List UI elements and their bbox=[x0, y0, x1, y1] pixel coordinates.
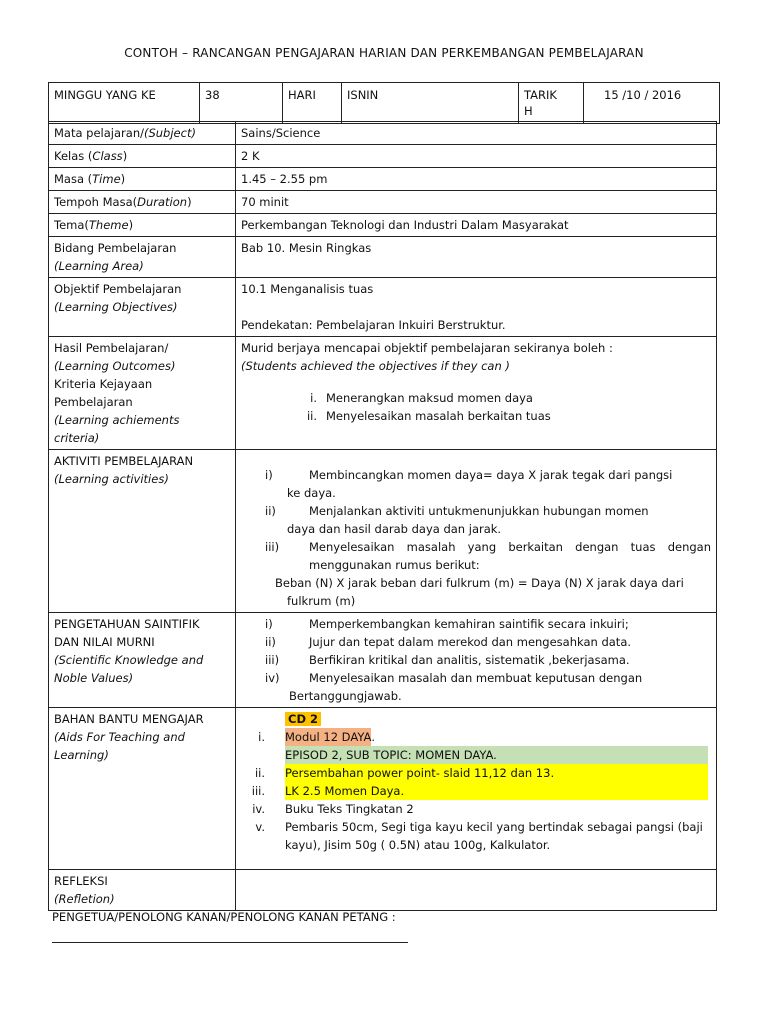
class-label-en: Class bbox=[92, 149, 123, 163]
time-label-text: Masa ( bbox=[54, 172, 93, 186]
activities-value bbox=[236, 450, 717, 613]
episode-label: EPISOD 2, SUB TOPIC: MOMEN DAYA. bbox=[285, 746, 708, 764]
aids-item-text: Modul 12 DAYA bbox=[285, 730, 372, 744]
activities-label-1: AKTIVITI PEMBELAJARAN bbox=[54, 454, 194, 468]
signature-label: PENGETUA/PENOLONG KANAN/PENOLONG KANAN PETANG : bbox=[52, 910, 396, 924]
lesson-plan-table bbox=[48, 121, 717, 911]
row-knowledge bbox=[49, 613, 717, 708]
outcome-item-text: Menerangkan maksud momen daya bbox=[326, 391, 533, 405]
knowledge-item bbox=[241, 669, 711, 687]
aids-item-text: LK 2.5 Momen Daya. bbox=[285, 782, 708, 800]
activity-item-cont: menggunakan rumus berikut: bbox=[309, 558, 480, 572]
knowledge-item-text: Jujur dan tepat dalam merekod dan mengesahkan data. bbox=[309, 635, 632, 649]
class-label-text: Kelas ( bbox=[54, 149, 93, 163]
row-area bbox=[49, 237, 717, 278]
activity-item bbox=[241, 502, 711, 520]
day-value: ISNIN bbox=[342, 83, 519, 124]
objectives-value bbox=[236, 278, 717, 337]
duration-label-text: Tempoh Masa( bbox=[54, 195, 138, 209]
outcomes-label-1: Hasil Pembelajaran/ bbox=[54, 341, 169, 355]
date-label-line2: H bbox=[524, 104, 533, 118]
reflection-label-2: (Refletion) bbox=[54, 892, 115, 906]
area-label-en: (Learning Area) bbox=[54, 259, 144, 273]
knowledge-value bbox=[236, 613, 717, 708]
header-table bbox=[48, 82, 720, 124]
row-objectives bbox=[49, 278, 717, 337]
activity-item-text: Membincangkan momen daya= daya X jarak tegak dari pangsi bbox=[309, 468, 673, 482]
cd-label: CD 2 bbox=[285, 712, 321, 726]
document-title: CONTOH – RANCANGAN PENGAJARAN HARIAN DAN PERKEMBANGAN PEMBELAJARAN bbox=[124, 46, 644, 60]
class-label bbox=[49, 145, 236, 168]
outcomes-label bbox=[49, 337, 236, 450]
day-label: HARI bbox=[283, 83, 342, 124]
aids-item-num: ii. bbox=[254, 766, 265, 780]
knowledge-item-num: i) bbox=[265, 617, 273, 631]
aids-item-cont: kayu), Jisim 50g ( 0.5N) atau 100g, Kalkulator. bbox=[285, 838, 551, 852]
outcome-item-num: ii. bbox=[306, 409, 317, 423]
outcomes-intro-en: (Students achieved the objectives if they can ) bbox=[241, 359, 510, 373]
aids-item-text: Persembahan power point- slaid 11,12 dan 13. bbox=[285, 764, 708, 782]
outcomes-label-4: Pembelajaran bbox=[54, 395, 133, 409]
class-value: 2 K bbox=[236, 145, 717, 168]
row-aids bbox=[49, 708, 717, 870]
date-label-line1: TARIK bbox=[524, 88, 557, 102]
activity-item-cont: daya dan hasil darab daya dan jarak. bbox=[287, 522, 502, 536]
outcomes-label-6: criteria) bbox=[54, 431, 100, 445]
time-label-en: Time bbox=[92, 172, 121, 186]
duration-value: 70 minit bbox=[236, 191, 717, 214]
row-time bbox=[49, 168, 717, 191]
knowledge-label bbox=[49, 613, 236, 708]
outcomes-label-2: (Learning Outcomes) bbox=[54, 359, 176, 373]
row-subject bbox=[49, 122, 717, 145]
time-label-close: ) bbox=[120, 172, 126, 186]
aids-item bbox=[241, 818, 708, 836]
activity-item-text: Menyelesaikan masalah yang berkaitan dengan tuas dengan bbox=[309, 540, 711, 554]
knowledge-item-text: Memperkembangkan kemahiran saintifik secara inkuiri; bbox=[309, 617, 629, 631]
theme-value: Perkembangan Teknologi dan Industri Dalam Masyarakat bbox=[236, 214, 717, 237]
knowledge-item bbox=[241, 633, 711, 651]
signature-line bbox=[52, 942, 408, 943]
knowledge-item bbox=[241, 651, 711, 669]
area-value: Bab 10. Mesin Ringkas bbox=[236, 237, 717, 278]
aids-item bbox=[241, 728, 708, 746]
knowledge-item-num: iii) bbox=[265, 653, 280, 667]
knowledge-item-text: Berfikiran kritikal dan analitis, sistematik ,bekerjasama. bbox=[309, 653, 630, 667]
reflection-label bbox=[49, 870, 236, 911]
date-label bbox=[519, 83, 584, 124]
time-label bbox=[49, 168, 236, 191]
duration-label-en: Duration bbox=[137, 195, 188, 209]
knowledge-item-num: ii) bbox=[265, 635, 276, 649]
aids-label-2: (Aids For Teaching and bbox=[54, 730, 185, 744]
theme-label bbox=[49, 214, 236, 237]
formula-line-2: fulkrum (m) bbox=[287, 594, 356, 608]
aids-label bbox=[49, 708, 236, 870]
area-label-text: Bidang Pembelajaran bbox=[54, 241, 177, 255]
subject-label bbox=[49, 122, 236, 145]
week-value: 38 bbox=[200, 83, 283, 124]
activity-item bbox=[241, 538, 711, 556]
duration-label-close: ) bbox=[187, 195, 192, 209]
row-duration bbox=[49, 191, 717, 214]
outcomes-label-5: (Learning achiements bbox=[54, 413, 180, 427]
reflection-value[interactable] bbox=[236, 870, 717, 911]
activity-item-num: i) bbox=[265, 468, 273, 482]
aids-item bbox=[241, 782, 708, 800]
knowledge-label-1: PENGETAHUAN SAINTIFIK bbox=[54, 617, 200, 631]
aids-label-1: BAHAN BANTU MENGAJAR bbox=[54, 712, 204, 726]
theme-label-en: Theme bbox=[88, 218, 129, 232]
aids-item-dot: . bbox=[371, 730, 375, 744]
aids-item-num: i. bbox=[258, 730, 265, 744]
objectives-label bbox=[49, 278, 236, 337]
theme-label-text: Tema( bbox=[54, 218, 89, 232]
theme-label-close: ) bbox=[128, 218, 134, 232]
week-label: MINGGU YANG KE bbox=[49, 83, 200, 124]
knowledge-item-cont: Bertanggungjawab. bbox=[289, 689, 402, 703]
outcome-item-num: i. bbox=[310, 391, 317, 405]
outcome-item bbox=[241, 389, 711, 407]
row-class bbox=[49, 145, 717, 168]
knowledge-item-num: iv) bbox=[265, 671, 280, 685]
aids-item-text: Buku Teks Tingkatan 2 bbox=[285, 802, 414, 816]
aids-item-text: Pembaris 50cm, Segi tiga kayu kecil yang bertindak sebagai pangsi (baji bbox=[285, 820, 703, 834]
outcomes-intro: Murid berjaya mencapai objektif pembelajaran sekiranya boleh : bbox=[241, 341, 613, 355]
activity-item-num: ii) bbox=[265, 504, 276, 518]
class-label-close: ) bbox=[122, 149, 128, 163]
subject-value: Sains/Science bbox=[236, 122, 717, 145]
subject-label-text: Mata pelajaran/ bbox=[54, 126, 144, 140]
outcome-item bbox=[241, 407, 711, 425]
aids-item-num: iv. bbox=[252, 802, 265, 816]
activities-label bbox=[49, 450, 236, 613]
row-outcomes bbox=[49, 337, 717, 450]
knowledge-item bbox=[241, 615, 711, 633]
activity-item-num: iii) bbox=[265, 540, 280, 554]
activity-item-cont: ke daya. bbox=[287, 486, 336, 500]
reflection-label-1: REFLEKSI bbox=[54, 874, 108, 888]
outcome-item-text: Menyelesaikan masalah berkaitan tuas bbox=[326, 409, 551, 423]
row-theme bbox=[49, 214, 717, 237]
approach-text: Pendekatan: Pembelajaran Inkuiri Berstruktur. bbox=[241, 318, 506, 332]
area-label bbox=[49, 237, 236, 278]
subject-label-en: (Subject) bbox=[143, 126, 196, 140]
outcomes-label-3: Kriteria Kejayaan bbox=[54, 377, 153, 391]
outcomes-value bbox=[236, 337, 717, 450]
knowledge-label-4: Noble Values) bbox=[54, 671, 134, 685]
objectives-label-en: (Learning Objectives) bbox=[54, 300, 178, 314]
knowledge-label-2: DAN NILAI MURNI bbox=[54, 635, 155, 649]
knowledge-item-text: Menyelesaikan masalah dan membuat keputusan dengan bbox=[309, 671, 643, 685]
activity-item bbox=[241, 466, 711, 484]
activities-label-2: (Learning activities) bbox=[54, 472, 169, 486]
aids-item bbox=[241, 764, 708, 782]
row-reflection bbox=[49, 870, 717, 911]
knowledge-label-3: (Scientific Knowledge and bbox=[54, 653, 204, 667]
aids-item bbox=[241, 800, 708, 818]
date-value: 15 /10 / 2016 bbox=[584, 83, 720, 124]
aids-item-num: iii. bbox=[251, 784, 265, 798]
duration-label bbox=[49, 191, 236, 214]
objectives-label-text: Objektif Pembelajaran bbox=[54, 282, 182, 296]
activity-item-text: Menjalankan aktiviti untukmenunjukkan hubungan momen bbox=[309, 504, 649, 518]
aids-label-3: Learning) bbox=[54, 748, 109, 762]
aids-item-num: v. bbox=[255, 820, 265, 834]
time-value: 1.45 – 2.55 pm bbox=[236, 168, 717, 191]
formula-line-1: Beban (N) X jarak beban dari fulkrum (m) = Daya (N) X jarak daya dari bbox=[275, 576, 684, 590]
row-activities bbox=[49, 450, 717, 613]
objective-text: 10.1 Menganalisis tuas bbox=[241, 282, 374, 296]
aids-value bbox=[236, 708, 717, 870]
